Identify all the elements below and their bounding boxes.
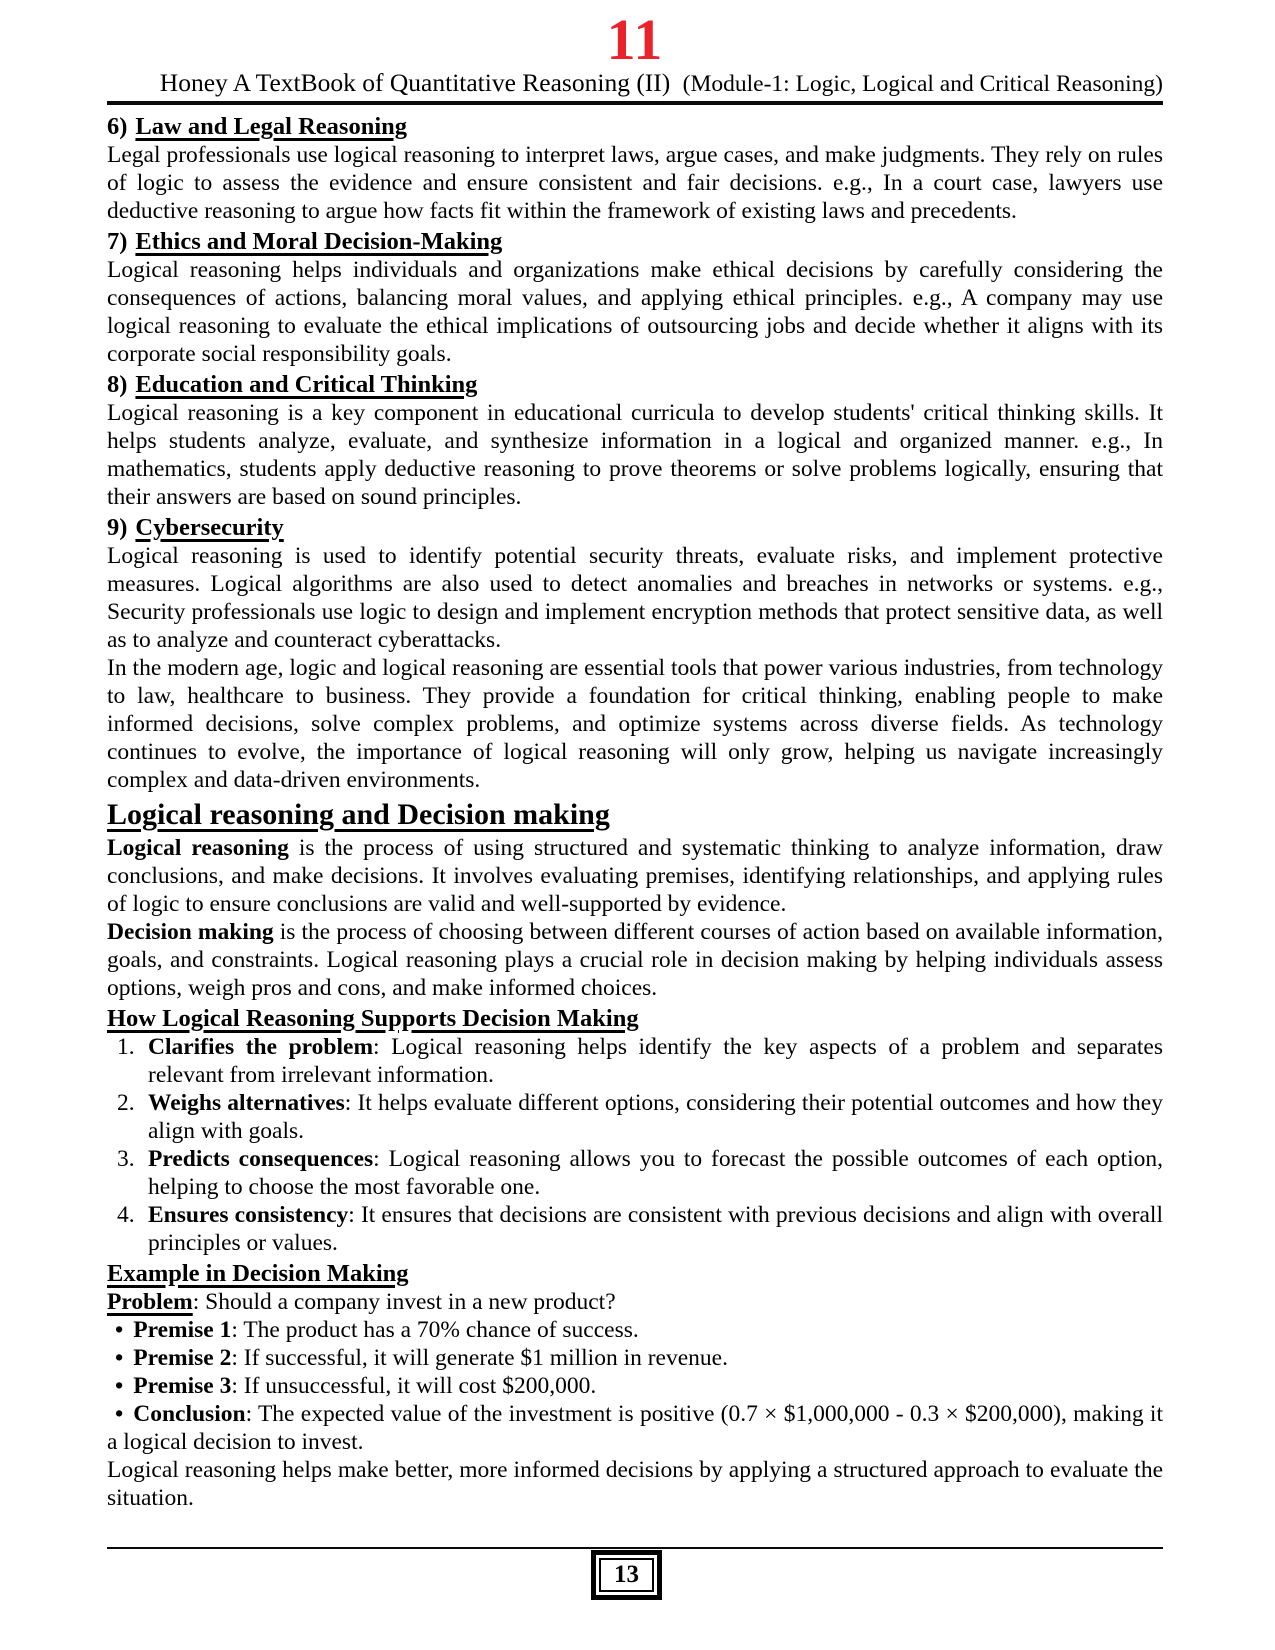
- definition-text: is the process of using structured and systematic thinking to analyze information, draw conclusions, and make decisions. It involves evaluating premises, identifying relationships, and applying rules of logic to ensure conclusions are valid and well-supported by evidence.: [107, 835, 1163, 917]
- conclusion-label: Conclusion: [133, 1401, 246, 1427]
- list-item: [107, 1145, 1163, 1201]
- chapter-page-number: 11: [606, 7, 664, 72]
- premise-item: [107, 1344, 1163, 1372]
- list-item: [107, 1033, 1163, 1089]
- premise-text: : The product has a 70% chance of success.: [231, 1317, 639, 1343]
- book-title: Honey A TextBook of Quantitative Reasoning (II): [159, 68, 671, 97]
- page-margin-box: [107, 7, 1163, 1512]
- page-header: [107, 68, 1163, 105]
- example-heading-text: Example in Decision Making: [107, 1260, 409, 1287]
- section-paragraph: Logical reasoning helps individuals and organizations make ethical decisions by carefully considering the consequences of actions, balancing moral values, and applying ethical principles. e.g., A company may use logical reasoning to evaluate the ethical implications of outsourcing jobs and decide whether it aligns with its corporate social responsibility goals.: [107, 257, 1163, 367]
- decision-making-heading: Logical reasoning and Decision making: [107, 798, 610, 831]
- example-heading: [107, 1259, 1163, 1288]
- premise-label: Premise 2: [133, 1345, 232, 1371]
- closing-paragraph: Logical reasoning helps make better, more informed decisions by applying a structured approach to evaluate the situation.: [107, 1457, 1163, 1511]
- list-item: [107, 1201, 1163, 1257]
- list-item-text: : It ensures that decisions are consistent with previous decisions and align with overall principles or values.: [148, 1202, 1163, 1256]
- conclusion-text: : The expected value of the investment is positive (0.7 × $1,000,000 - 0.3 × $200,000), making it a logical decision to invest.: [107, 1401, 1163, 1455]
- problem-text: : Should a company invest in a new product?: [192, 1289, 616, 1315]
- supports-heading-text: How Logical Reasoning Supports Decision Making: [107, 1005, 639, 1032]
- section-number: 9): [107, 514, 128, 541]
- section-title: Ethics and Moral Decision-Making: [135, 228, 503, 255]
- section-paragraph: Legal professionals use logical reasoning to interpret laws, argue cases, and make judgments. They rely on rules of logic to assess the evidence and ensure consistent and fair decisions. e.g., In a court case, lawyers use deductive reasoning to argue how facts fit within the framework of existing laws and precedents.: [107, 142, 1163, 224]
- premise-text: : If unsuccessful, it will cost $200,000.: [231, 1373, 597, 1399]
- section-paragraph: Logical reasoning is a key component in educational curricula to develop students' critical thinking skills. It helps students analyze, evaluate, and synthesize information in a logical and organized manner. e.g., In mathematics, students apply deductive reasoning to prove theorems or solve problems logically, ensuring that their answers are based on sound principles.: [107, 400, 1163, 510]
- bullet-icon: •: [115, 1373, 124, 1399]
- bullet-icon: •: [115, 1401, 124, 1427]
- footer-divider: [107, 1547, 1163, 1549]
- list-item-lead: Weighs alternatives: [148, 1090, 345, 1116]
- list-item-number: 4.: [117, 1202, 135, 1228]
- footer-page-number: 13: [599, 1558, 654, 1592]
- section-number: 7): [107, 228, 128, 255]
- supports-heading: [107, 1004, 1163, 1033]
- problem-paragraph: [107, 1288, 1163, 1316]
- definition-paragraph: [107, 834, 1163, 918]
- section-heading-7: [107, 227, 1163, 256]
- premise-label: Premise 1: [133, 1317, 232, 1343]
- premise-label: Premise 3: [133, 1373, 232, 1399]
- definition-text: is the process of choosing between different courses of action based on available information, goals, and constraints. Logical reasoning plays a crucial role in decision making by helping individuals assess options, weigh pros and cons, and make informed choices.: [107, 919, 1163, 1001]
- section-heading-8: [107, 370, 1163, 399]
- section-number: 8): [107, 371, 128, 398]
- section-heading-6: [107, 112, 1163, 141]
- premise-text: : If successful, it will generate $1 million in revenue.: [231, 1345, 728, 1371]
- section-title: Education and Critical Thinking: [135, 371, 478, 398]
- section-paragraph: In the modern age, logic and logical reasoning are essential tools that power various industries, from technology to law, healthcare to business. They provide a foundation for critical thinking, enabling people to make informed decisions, solve complex problems, and optimize systems across diverse fields. As technology continues to evolve, the importance of logical reasoning will only grow, helping us navigate increasingly complex and data-driven environments.: [107, 655, 1163, 793]
- bullet-icon: •: [115, 1317, 124, 1343]
- section-paragraph: Logical reasoning is used to identify potential security threats, evaluate risks, and implement protective measures. Logical algorithms are also used to detect anomalies and breaches in networks or systems. e.g., Security professionals use logic to design and implement encryption methods that protect sensitive data, as well as to analyze and counteract cyberattacks.: [107, 543, 1163, 653]
- list-item: [107, 1089, 1163, 1145]
- definition-paragraph: [107, 918, 1163, 1002]
- list-item-lead: Clarifies the problem: [148, 1034, 374, 1060]
- list-item-text: : Logical reasoning helps identify the key aspects of a problem and separates relevant from irrelevant information.: [148, 1034, 1163, 1088]
- section-number: 6): [107, 113, 128, 140]
- list-item-text: : It helps evaluate different options, considering their potential outcomes and how they align with goals.: [148, 1090, 1163, 1144]
- section-title: Cybersecurity: [135, 514, 284, 541]
- premise-item: [107, 1316, 1163, 1344]
- list-item-number: 2.: [117, 1090, 135, 1116]
- definition-term: Logical reasoning: [107, 835, 289, 861]
- module-title: (Module-1: Logic, Logical and Critical Reasoning): [682, 71, 1163, 97]
- list-item-text: : Logical reasoning allows you to forecast the possible outcomes of each option, helping to choose the most favorable one.: [148, 1146, 1163, 1200]
- list-item-number: 1.: [117, 1034, 135, 1060]
- footer-page-number-box: [591, 1550, 662, 1600]
- page-content: [107, 112, 1163, 1512]
- section-title: Law and Legal Reasoning: [135, 113, 408, 140]
- bullet-icon: •: [115, 1345, 124, 1371]
- section-heading-9: [107, 513, 1163, 542]
- list-item-number: 3.: [117, 1146, 135, 1172]
- problem-label: Problem: [107, 1289, 193, 1315]
- list-item-lead: Predicts consequences: [148, 1146, 374, 1172]
- definition-term: Decision making: [107, 919, 274, 945]
- conclusion-item: [107, 1400, 1163, 1456]
- list-item-lead: Ensures consistency: [148, 1202, 349, 1228]
- premise-item: [107, 1372, 1163, 1400]
